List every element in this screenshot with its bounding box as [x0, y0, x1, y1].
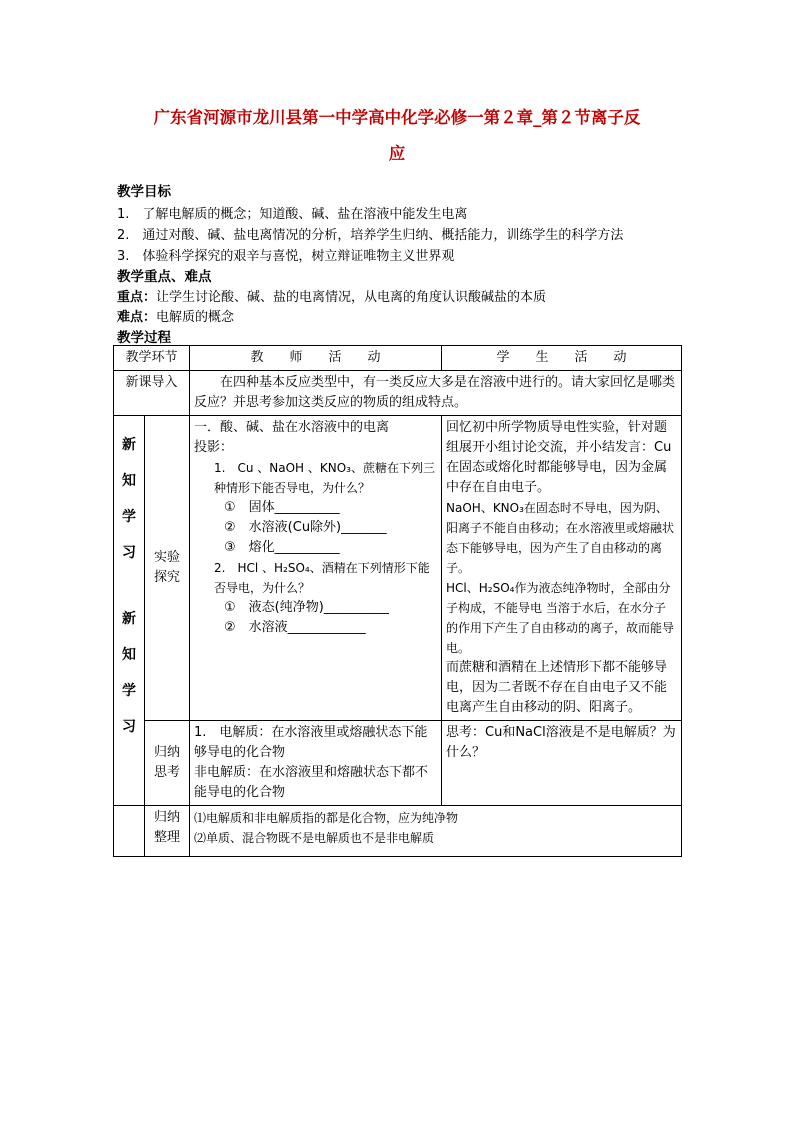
teacher-line: 1. Cu 、NaOH 、KNO₃、蔗糖在下列三种情形下能否导电，为什么？ [214, 461, 435, 495]
teacher-line: ③ 熔化__________ [224, 540, 340, 555]
table-row-experiment [114, 416, 682, 721]
difficulty-text: 电解质的概念 [156, 310, 235, 325]
keypoints-heading: 教学重点、难点 [117, 269, 212, 285]
experiment-teacher [190, 416, 442, 721]
side-char: 知 [122, 647, 136, 663]
side-char: 习 [122, 719, 136, 735]
header-student: 学 生 活 动 [442, 346, 682, 371]
header-teacher: 教 师 活 动 [190, 346, 442, 371]
side-label-new-knowledge [114, 416, 145, 806]
keypoint-text: 让学生讨论酸、碱、盐的电离情况，从电离的角度认识酸碱盐的本质 [156, 290, 547, 305]
teacher-line: ① 液态(纯净物)__________ [224, 600, 389, 615]
summary-organize-text [190, 806, 682, 857]
side-char: 习 [122, 545, 136, 561]
summary-think-teacher [190, 721, 442, 806]
table-row-summary-organize [114, 806, 682, 857]
goal-item-1: 1. 了解电解质的概念；知道酸、碱、盐在溶液中能发生电离 [117, 207, 468, 222]
summary-organize-label: 归纳整理 [145, 806, 190, 857]
goal-item-2: 2. 通过对酸、碱、盐电离情况的分析，培养学生归纳、概括能力，训练学生的科学方法 [117, 228, 624, 243]
goal-item-3: 3. 体验科学探究的艰辛与喜悦，树立辩证唯物主义世界观 [117, 249, 455, 264]
student-para: 而蔗糖和酒精在上述情形下都不能够导电，因为二者既不存在自由电子又不能电离产生自由移动的阴、阳离子。 [446, 660, 668, 715]
teacher-line: 一．酸、碱、盐在水溶液中的电离 [194, 420, 390, 435]
keypoint-line [117, 286, 546, 305]
teacher-line: ② 水溶液____________ [224, 620, 366, 635]
summary-think-label: 归纳思考 [145, 721, 190, 806]
summary-think-student: 思考：Cu和NaCl溶液是不是电解质？为什么？ [442, 721, 682, 806]
title-line-2: 应 [388, 144, 406, 163]
side-char: 新 [122, 611, 136, 627]
student-para: HCl、H₂SO₄作为液态纯净物时，全部由分子构成，不能导电 当溶于水后，在水分子的作用下产生了自由移动的离子，故而能导电。 [446, 581, 675, 655]
student-para: 回忆初中所学物质导电性实验，针对题组展开小组讨论交流，并小结发言：Cu在固态或熔化时都能够导电，因为金属中存在自由电子。 [446, 420, 672, 495]
teacher-line: ② 水溶液(Cu除外)_______ [224, 520, 387, 535]
teacher-line: ① 固体__________ [224, 500, 340, 515]
side-char: 知 [122, 473, 136, 489]
intro-label: 新课导入 [114, 371, 190, 416]
process-heading: 教学过程 [117, 330, 171, 346]
goals-heading: 教学目标 [117, 184, 171, 200]
teacher-line: 非电解质：在水溶液里和熔融状态下都不能导电的化合物 [194, 765, 429, 800]
teacher-line: 1. 电解质：在水溶液里或熔融状态下能够导电的化合物 [194, 725, 428, 760]
table-header-row [114, 346, 682, 371]
summary-line: ⑴电解质和非电解质指的都是化合物，应为纯净物 [194, 811, 459, 825]
experiment-label: 实验探究 [145, 416, 190, 721]
header-stage: 教学环节 [114, 346, 190, 371]
summary-line: ⑵单质、混合物既不是电解质也不是非电解质 [194, 831, 435, 845]
side-char: 学 [122, 683, 136, 699]
difficulty-label: 难点： [117, 310, 157, 325]
side-char: 新 [122, 437, 136, 453]
student-para: NaOH、KNO₃在固态时不导电，因为阴、阳离子不能自由移动；在水溶液里或熔融状态下能够导电，因为产生了自由移动的离子。 [446, 501, 675, 575]
side-blank [114, 806, 145, 857]
document-title [112, 100, 682, 172]
process-table [113, 345, 682, 857]
keypoint-label: 重点： [117, 290, 157, 305]
intro-text: 在四种基本反应类型中，有一类反应大多是在溶液中进行的。请大家回忆是哪类反应？并思考参加这类反应的物质的组成特点。 [190, 371, 682, 416]
table-row-summary-think [114, 721, 682, 806]
difficulty-line [117, 306, 234, 325]
experiment-student [442, 416, 682, 721]
teacher-line: 投影： [194, 440, 234, 455]
teacher-line: 2. HCl 、H₂SO₄、酒精在下列情形下能否导电，为什么？ [214, 561, 430, 595]
side-char: 学 [122, 509, 136, 525]
table-row-intro [114, 371, 682, 416]
title-line-1: 广东省河源市龙川县第一中学高中化学必修一第２章_第２节离子反 [153, 108, 641, 127]
